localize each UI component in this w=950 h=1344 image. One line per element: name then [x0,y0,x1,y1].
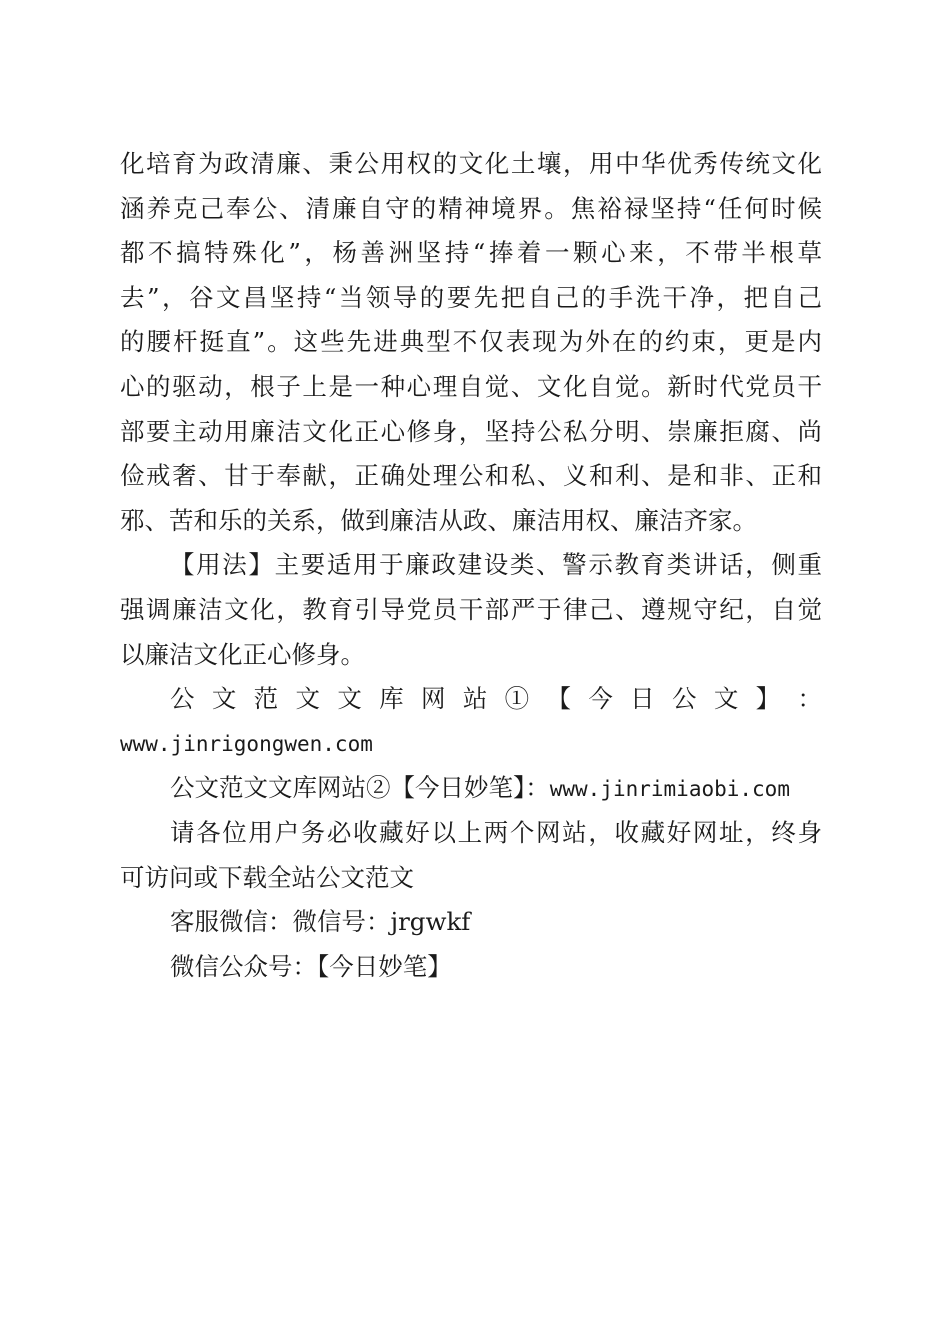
usage-line: 【用法】主要适用于廉政建设类、警示教育类讲话，侧重 [170,550,822,580]
paragraph-line: 去”，谷文昌坚持“当领导的要先把自己的手洗干净，把自己 [120,282,822,312]
notice-paragraph [120,811,822,900]
document-page [120,142,822,989]
paragraph-line: 的腰杆挺直”。这些先进典型不仅表现为外在的约束，更是内 [120,327,822,357]
paragraph-line: 化培育为政清廉、秉公用权的文化土壤，用中华优秀传统文化 [120,149,822,178]
paragraph-line: 部要主动用廉洁文化正心修身，坚持公私分明、崇廉拒腐、尚 [120,416,822,446]
paragraph-line: 都不搞特殊化”，杨善洲坚持“捧着一颗心来，不带半根草 [120,238,822,268]
paragraph-line: 涵养克己奉公、清廉自守的精神境界。焦裕禄坚持“任何时候 [120,193,822,223]
usage-paragraph [120,543,822,677]
website-1 [120,677,822,766]
paragraph-line: 心的驱动，根子上是一种心理自觉、文化自觉。新时代党员干 [120,371,822,401]
usage-line: 强调廉洁文化，教育引导党员干部严于律己、遵规守纪，自觉 [120,594,822,624]
customer-service-wechat: 客服微信：微信号：jrgwkf [170,907,471,937]
website-2-label: 公文范文文库网站②【今日妙笔】： [170,773,550,803]
paragraph-line: 俭戒奢、甘于奉献，正确处理公和私、义和利、是和非、正和 [120,461,822,491]
website-2 [120,766,822,811]
notice-line: 可访问或下载全站公文范文 [120,862,414,892]
body-paragraph [120,142,822,543]
notice-line: 请各位用户务必收藏好以上两个网站，收藏好网址，终身 [170,817,822,847]
website-1-url[interactable]: www.jinrigongwen.com [120,731,373,756]
website-1-label: 公 文 范 文 文 库 网 站 ① 【 今 日 公 文 】 ： [170,684,822,714]
usage-line: 以廉洁文化正心修身。 [120,639,365,669]
website-2-url[interactable]: www.jinrimiaobi.com [549,777,790,802]
paragraph-line: 邪、苦和乐的关系，做到廉洁从政、廉洁用权、廉洁齐家。 [120,505,757,535]
official-account: 微信公众号：【今日妙笔】 [170,951,452,981]
